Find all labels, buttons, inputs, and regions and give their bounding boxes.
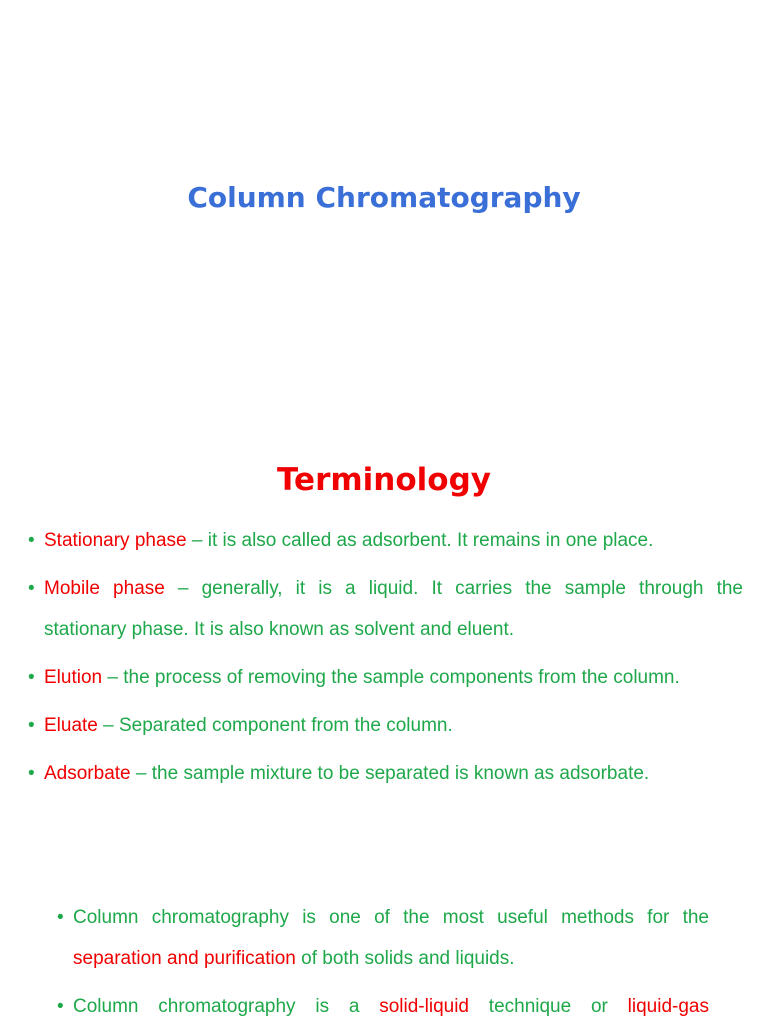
info-text: technique or	[469, 996, 628, 1017]
term-item-eluate	[28, 705, 743, 746]
term-name: Mobile phase	[44, 578, 165, 599]
bullet: •	[57, 907, 64, 928]
bullet: •	[28, 715, 35, 736]
term-name: Eluate	[44, 715, 98, 736]
term-definition: – the sample mixture to be separated is known as adsorbate.	[130, 763, 650, 784]
term-definition-continued: stationary phase. It is also known as solvent and eluent.	[44, 619, 514, 640]
terminology-list	[28, 520, 743, 801]
slide-title: Column Chromatography	[187, 181, 581, 214]
term-line-1	[44, 568, 743, 609]
bullet: •	[57, 996, 64, 1017]
term-name: Elution	[44, 667, 103, 688]
info-text: of both solids and liquids.	[295, 948, 515, 969]
term-item-mobile-phase	[28, 568, 743, 650]
info-highlight: solid-liquid	[379, 996, 469, 1017]
info-highlight: separation and purification	[73, 948, 296, 969]
info-text: Column chromatography is a	[73, 996, 380, 1017]
bullet: •	[28, 667, 35, 688]
term-item-stationary-phase	[28, 520, 743, 561]
info-highlight: liquid-gas	[627, 996, 709, 1017]
bullet: •	[28, 530, 35, 551]
term-definition: – generally, it is a liquid. It carries the sample through the	[164, 578, 743, 599]
term-definition: – the process of removing the sample components from the column.	[102, 667, 680, 688]
bullet: •	[28, 578, 35, 599]
section-heading-terminology: Terminology	[277, 462, 491, 498]
term-item-elution	[28, 657, 743, 698]
bullet: •	[28, 763, 35, 784]
term-item-adsorbate	[28, 753, 743, 794]
info-line-1: Column chromatography is one of the most useful methods for the	[73, 907, 709, 928]
term-definition: – it is also called as adsorbent. It remains in one place.	[186, 530, 654, 551]
info-item-technique	[57, 986, 709, 1027]
term-name: Stationary phase	[44, 530, 187, 551]
info-list	[57, 897, 709, 1034]
term-name: Adsorbate	[44, 763, 131, 784]
info-line-2	[73, 986, 709, 1027]
info-item-usefulness	[57, 897, 709, 979]
term-definition: – Separated component from the column.	[97, 715, 453, 736]
